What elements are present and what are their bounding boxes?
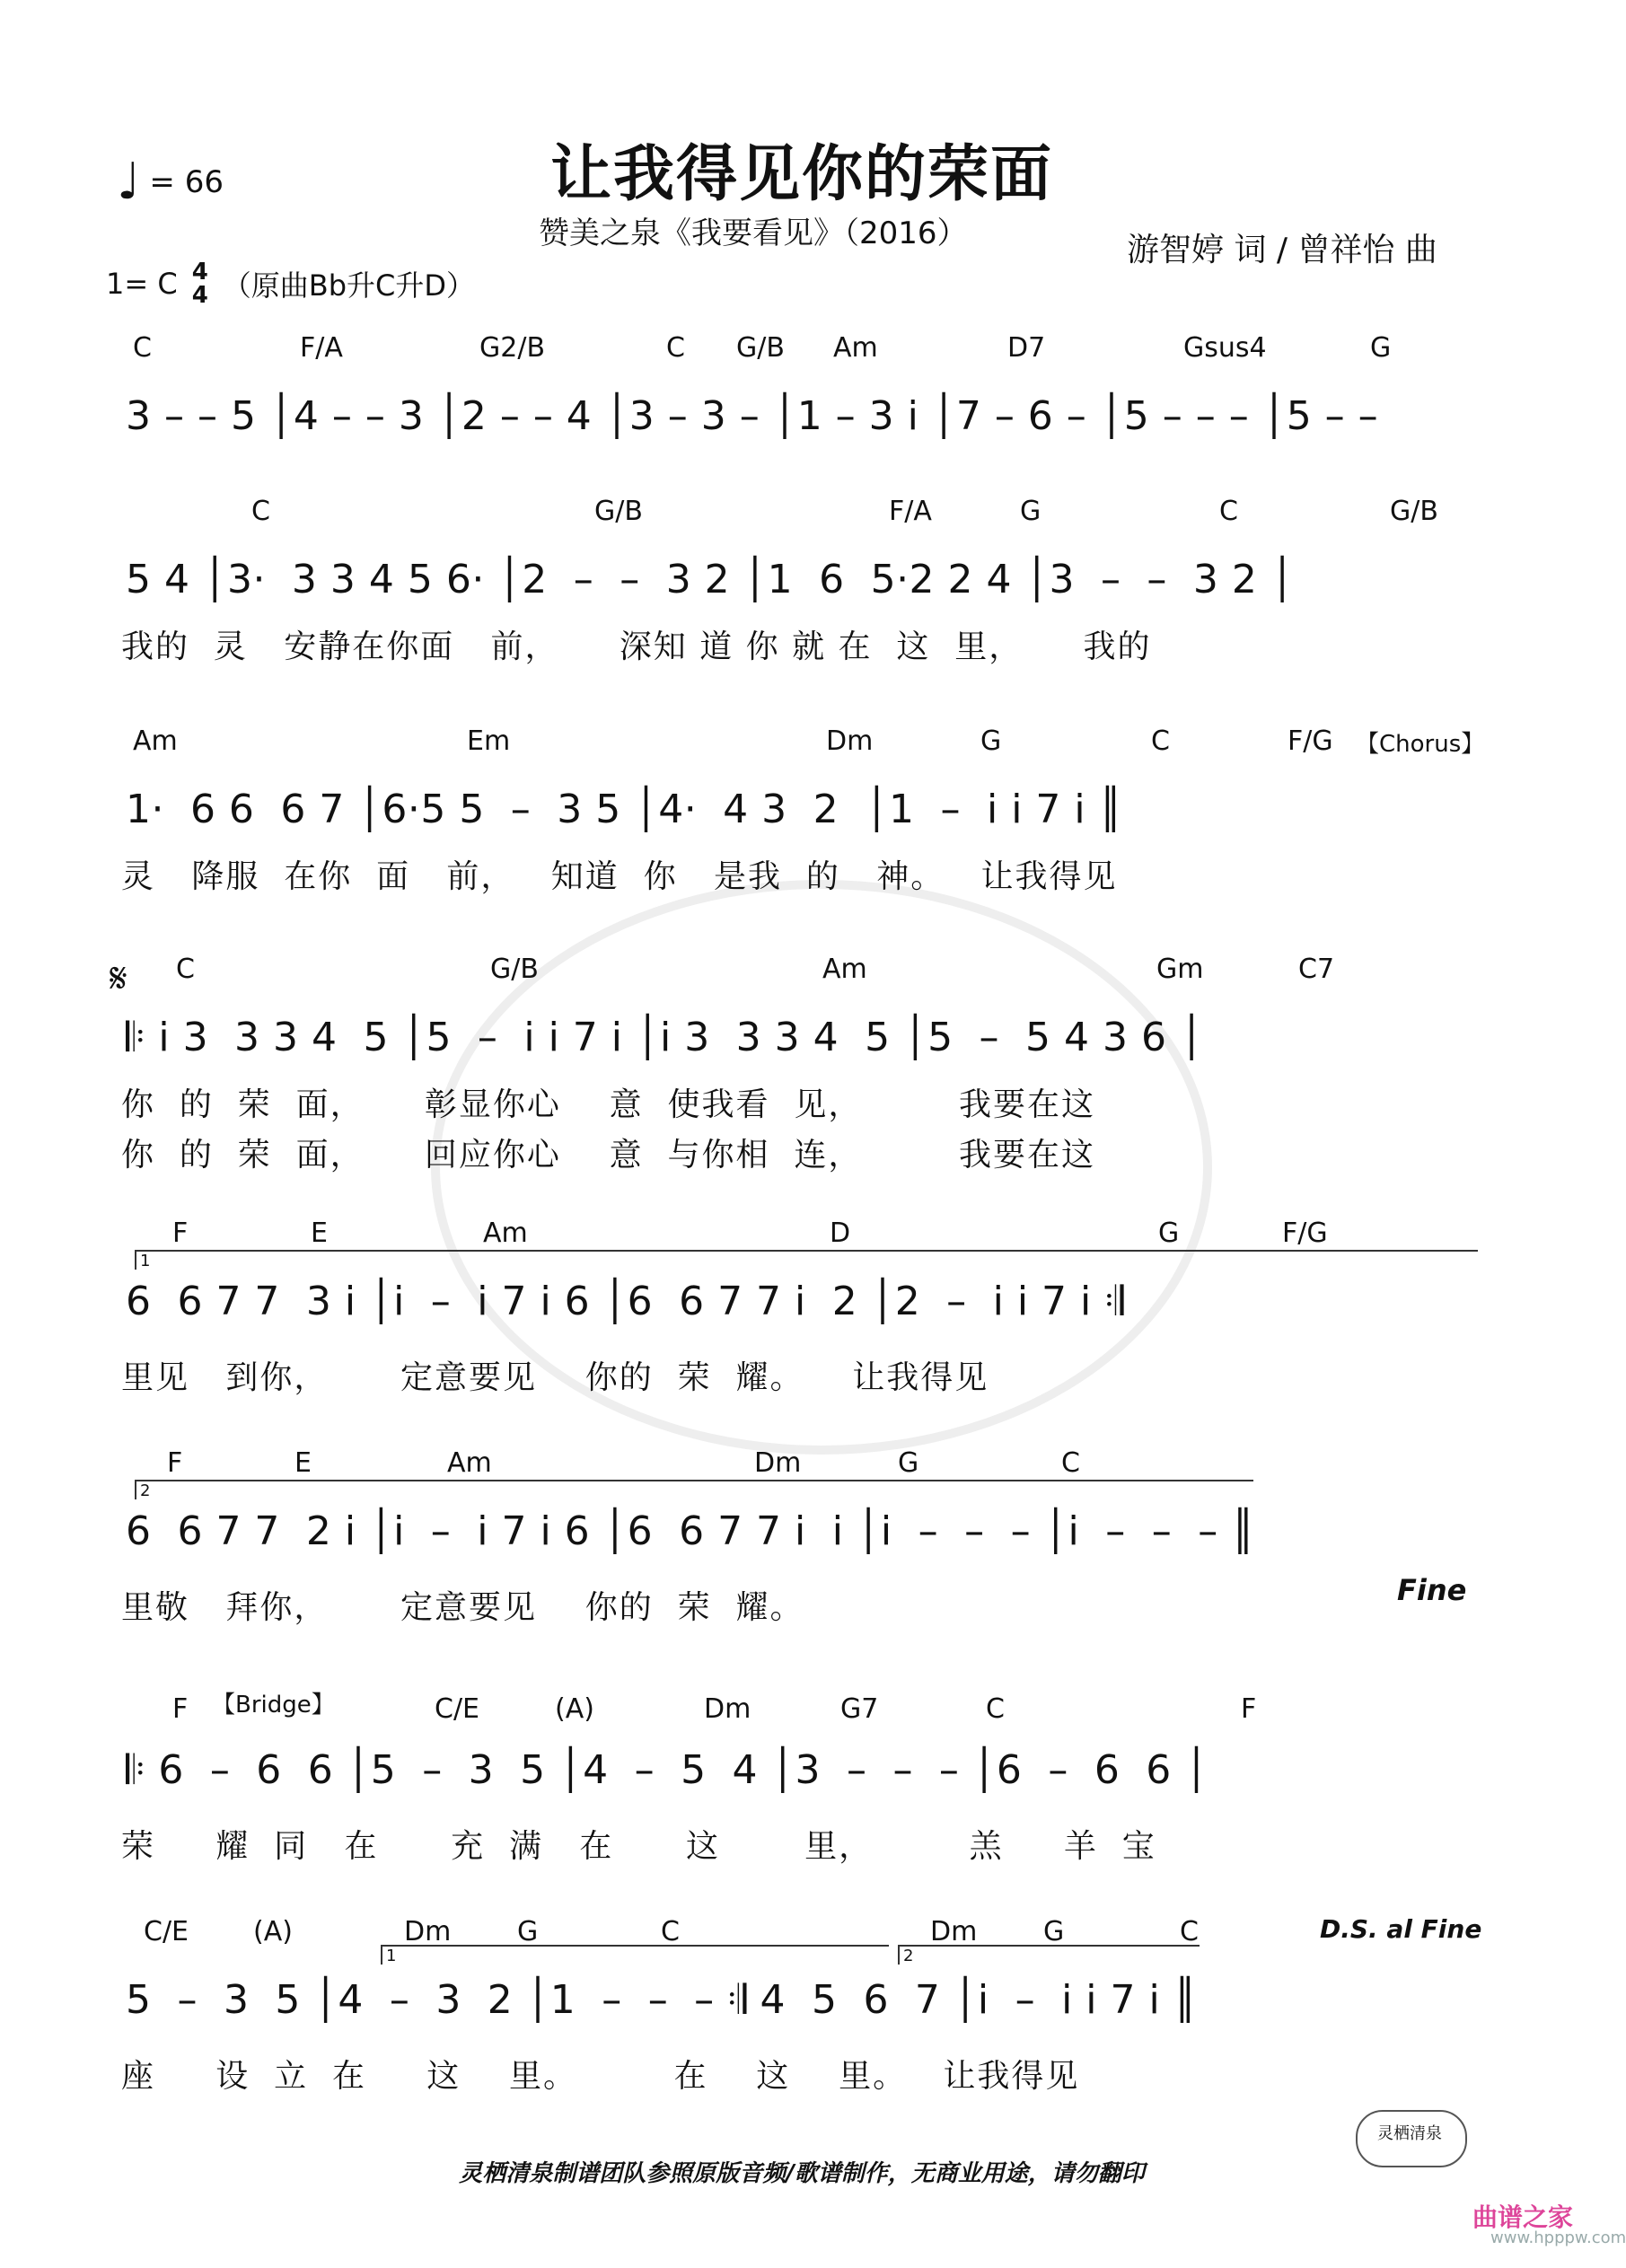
lyric-line: 灵 降服 在你 面 前， 知道 你 是我 的 神。 让我得见 [121, 858, 1118, 895]
chord: C [1180, 1916, 1199, 1947]
chord: Am [483, 1218, 528, 1249]
notation-row: 6 6 7 7 3 i │i – i 7 i 6 │6 6 7 7 i 2 │2 – i i 7 i 𝄇 [126, 1279, 1125, 1324]
quarter-note-icon: ♩ [117, 153, 141, 211]
lyric-line: 座 设 立 在 这 里。 在 这 里。 让我得见 [121, 2058, 1080, 2095]
chord: C [176, 954, 195, 985]
system-4 [0, 954, 1604, 1178]
system-5 [0, 1218, 1604, 1406]
chord: G/B [594, 496, 643, 527]
chord-row [0, 1686, 1604, 1725]
chord: C [133, 332, 152, 364]
chord: G [980, 725, 1002, 757]
chord: Dm [930, 1916, 978, 1947]
chord: G [1043, 1916, 1065, 1947]
chord: F [167, 1447, 183, 1479]
chord: C [666, 332, 685, 364]
volta-1b: 1 [381, 1945, 889, 1965]
notation-row: 𝄆 6 – 6 6 │5 – 3 5 │4 – 5 4 │3 – – – │6 – 6 6 │ [126, 1747, 1209, 1793]
chord: C [986, 1693, 1005, 1725]
lyric-line: 我的 灵 安静在你面 前， 深知 道 你 就 在 这 里， 我的 [121, 629, 1152, 665]
chord: G [1020, 496, 1042, 527]
chord: C7 [1298, 954, 1335, 985]
notation-row: 3 – – 5 │4 – – 3 │2 – – 4 │3 – 3 – │1 – 3 i │7 – 6 – │5 – – – │5 – – [126, 393, 1379, 439]
system-1 [0, 332, 1604, 439]
logo-text: 灵栖清泉 [1377, 2124, 1442, 2143]
chord-row [0, 496, 1604, 532]
lyric-line: 里见 到你， 定意要见 你的 荣 耀。 让我得见 [121, 1359, 989, 1396]
chord: Dm [754, 1447, 802, 1479]
bridge-tag: 【Bridge】 [212, 1692, 335, 1719]
chord: G/B [736, 332, 785, 364]
chord-row [0, 954, 1604, 989]
chord: D7 [1007, 332, 1046, 364]
lyric-line: 你 的 荣 面， 彰显你心 意 使我看 见， 我要在这 [121, 1086, 1095, 1123]
chord: F/A [889, 496, 932, 527]
chord: G [898, 1447, 919, 1479]
chord: G/B [1390, 496, 1438, 527]
chord: F/G [1288, 725, 1333, 757]
chord: C [1219, 496, 1238, 527]
chord: E [294, 1447, 312, 1479]
chord: C/E [435, 1693, 480, 1725]
chord: C [1151, 725, 1170, 757]
chord-row [0, 332, 1604, 368]
key-note: （原曲Bb升C升D） [222, 268, 476, 303]
ds-al-fine: D.S. al Fine [1320, 1914, 1482, 1944]
song-credits: 游智婷 词 / 曾祥怡 曲 [1127, 232, 1437, 268]
chord: Am [447, 1447, 492, 1479]
lyric-line: 里敬 拜你， 定意要见 你的 荣 耀。 [121, 1589, 804, 1626]
chord: F [172, 1218, 189, 1249]
chord: E [311, 1218, 328, 1249]
time-bottom: 4 [191, 282, 208, 309]
chord-row [0, 1447, 1604, 1483]
chord: Am [133, 725, 178, 757]
notation-row: 5 – 3 5 │4 – 3 2 │1 – – – 𝄇 4 5 6 7 │i – i i 7 i ║ [126, 1977, 1198, 2023]
chord: Gm [1156, 954, 1204, 985]
site-url: www.hpppw.com [1490, 2228, 1626, 2247]
system-6 [0, 1447, 1604, 1636]
chord: G/B [490, 954, 539, 985]
volta-2: 2 [135, 1480, 1253, 1499]
chord: Gsus4 [1183, 332, 1267, 364]
chord: C/E [144, 1916, 189, 1947]
notation-row: 5 4 │3· 3 3 4 5 6· │2 – – 3 2 │1 6 5·2 2 4 │3 – – 3 2 │ [126, 557, 1295, 602]
segno-icon: 𝄋 [110, 954, 127, 1002]
tempo-value: = 66 [149, 164, 224, 200]
notation-row: 1· 6 6 6 7 │6·5 5 – 3 5 │4· 4 3 2 │1 – i i 7 i ║ [126, 787, 1123, 832]
chord: G [1370, 332, 1392, 364]
chord: G7 [840, 1693, 879, 1725]
chord: C [661, 1916, 680, 1947]
site-logo: 曲谱之家 [1472, 2202, 1574, 2232]
chord: Dm [826, 725, 874, 757]
chord: C [251, 496, 270, 527]
footer-note: 灵栖清泉制谱团队参照原版音频/歌谱制作，无商业用途，请勿翻印 [459, 2160, 1145, 2187]
notation-row: 𝄆 i 3 3 3 4 5 │5 – i i 7 i │i 3 3 3 4 5 │5 – 5 4 3 6 │ [126, 1015, 1204, 1060]
key-label: 1= C [106, 267, 178, 301]
fine-mark: Fine [1397, 1573, 1467, 1607]
tempo-marking [117, 153, 224, 211]
chord: F [1241, 1693, 1257, 1725]
chord: F [172, 1693, 189, 1725]
chord: G2/B [479, 332, 546, 364]
chord: (A) [555, 1693, 594, 1725]
notation-row: 6 6 7 7 2 i │i – i 7 i 6 │6 6 7 7 i i │i – – – │i – – – ║ [126, 1508, 1256, 1554]
chord: Dm [404, 1916, 452, 1947]
chorus-tag: 【Chorus】 [1356, 731, 1485, 758]
volta-2b: 2 [898, 1945, 1200, 1965]
system-7 [0, 1686, 1604, 1875]
chord: F/A [300, 332, 343, 364]
chord: Am [822, 954, 867, 985]
chord: F/G [1282, 1218, 1328, 1249]
chord: G [517, 1916, 539, 1947]
chord: D [830, 1218, 851, 1249]
time-signature [192, 260, 208, 307]
key-signature [106, 260, 475, 307]
chord-row [0, 1218, 1604, 1253]
lyric-line: 你 的 荣 面， 回应你心 意 与你相 连， 我要在这 [121, 1137, 1095, 1174]
lyric-line: 荣 耀 同 在 充 满 在 这 里， 羔 羊 宝 [121, 1828, 1156, 1865]
song-subtitle: 赞美之泉《我要看见》（2016） [539, 215, 968, 251]
chord: Em [467, 725, 511, 757]
system-3 [0, 725, 1604, 905]
chord: Dm [704, 1693, 751, 1725]
time-top: 4 [191, 259, 208, 286]
system-2 [0, 496, 1604, 675]
song-title: 让我得见你的荣面 [549, 139, 1053, 210]
chord: Am [833, 332, 878, 364]
chord: C [1061, 1447, 1080, 1479]
volta-1: 1 [135, 1250, 1478, 1270]
chord: G [1158, 1218, 1180, 1249]
system-8 [0, 1916, 1604, 2114]
chord: (A) [253, 1916, 293, 1947]
